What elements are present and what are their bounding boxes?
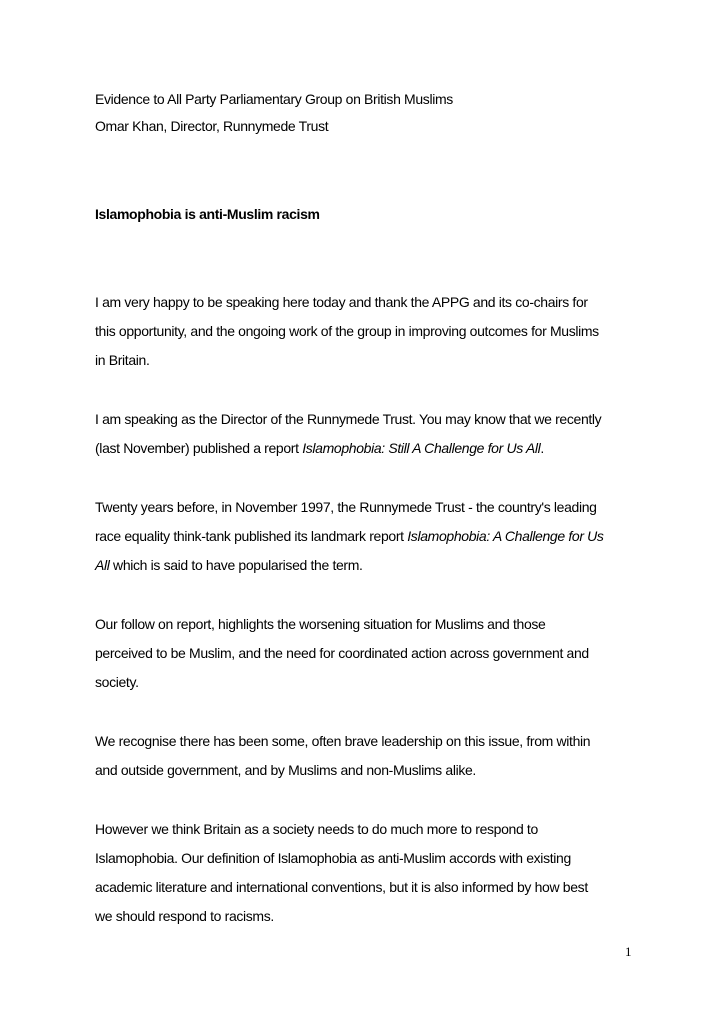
- header-author: Omar Khan, Director, Runnymede Trust: [95, 118, 329, 134]
- text-run: .: [540, 440, 544, 456]
- report-title-2017: Islamophobia: Still A Challenge for Us All: [302, 440, 541, 456]
- paragraph-3: [95, 498, 640, 585]
- report-title-1997: Islamophobia: A Challenge for Us: [407, 528, 604, 544]
- document-header: [95, 90, 640, 144]
- text-line: Islamophobia. Our definition of Islamophobia as anti-Muslim accords with existing: [95, 850, 571, 866]
- text-line: society.: [95, 674, 139, 690]
- section-heading: Islamophobia is anti-Muslim racism: [95, 206, 320, 222]
- paragraph-1: [95, 293, 640, 380]
- text-line: [95, 556, 640, 585]
- paragraph-5: [95, 732, 640, 790]
- text-line: Twenty years before, in November 1997, the Runnymede Trust - the country's leading: [95, 499, 597, 515]
- paragraph-2: [95, 410, 640, 468]
- text-line: However we think Britain as a society needs to do much more to respond to: [95, 821, 538, 837]
- text-run: (last November) published a report: [95, 440, 303, 456]
- text-line: [95, 439, 640, 468]
- text-line: this opportunity, and the ongoing work of the group in improving outcomes for Muslims: [95, 323, 599, 339]
- text-line: perceived to be Muslim, and the need for coordinated action across government and: [95, 645, 589, 661]
- text-line: and outside government, and by Muslims and non-Muslims alike.: [95, 762, 476, 778]
- text-line: [95, 527, 640, 556]
- text-run: race equality think-tank published its landmark report: [95, 528, 408, 544]
- paragraph-6: [95, 820, 640, 936]
- page-number: 1: [625, 944, 632, 959]
- text-line: we should respond to racisms.: [95, 908, 274, 924]
- text-line: Our follow on report, highlights the worsening situation for Muslims and those: [95, 616, 546, 632]
- text-line: I am speaking as the Director of the Runnymede Trust. You may know that we recently: [95, 411, 602, 427]
- header-title: Evidence to All Party Parliamentary Group on British Muslims: [95, 91, 453, 107]
- text-run: which is said to have popularised the term.: [109, 557, 363, 573]
- text-line: I am very happy to be speaking here today and thank the APPG and its co-chairs for: [95, 294, 588, 310]
- paragraph-4: [95, 615, 640, 702]
- text-line: We recognise there has been some, often brave leadership on this issue, from within: [95, 733, 591, 749]
- report-title-1997-end: All: [95, 557, 110, 573]
- text-line: academic literature and international conventions, but it is also informed by how best: [95, 879, 588, 895]
- text-line: in Britain.: [95, 352, 150, 368]
